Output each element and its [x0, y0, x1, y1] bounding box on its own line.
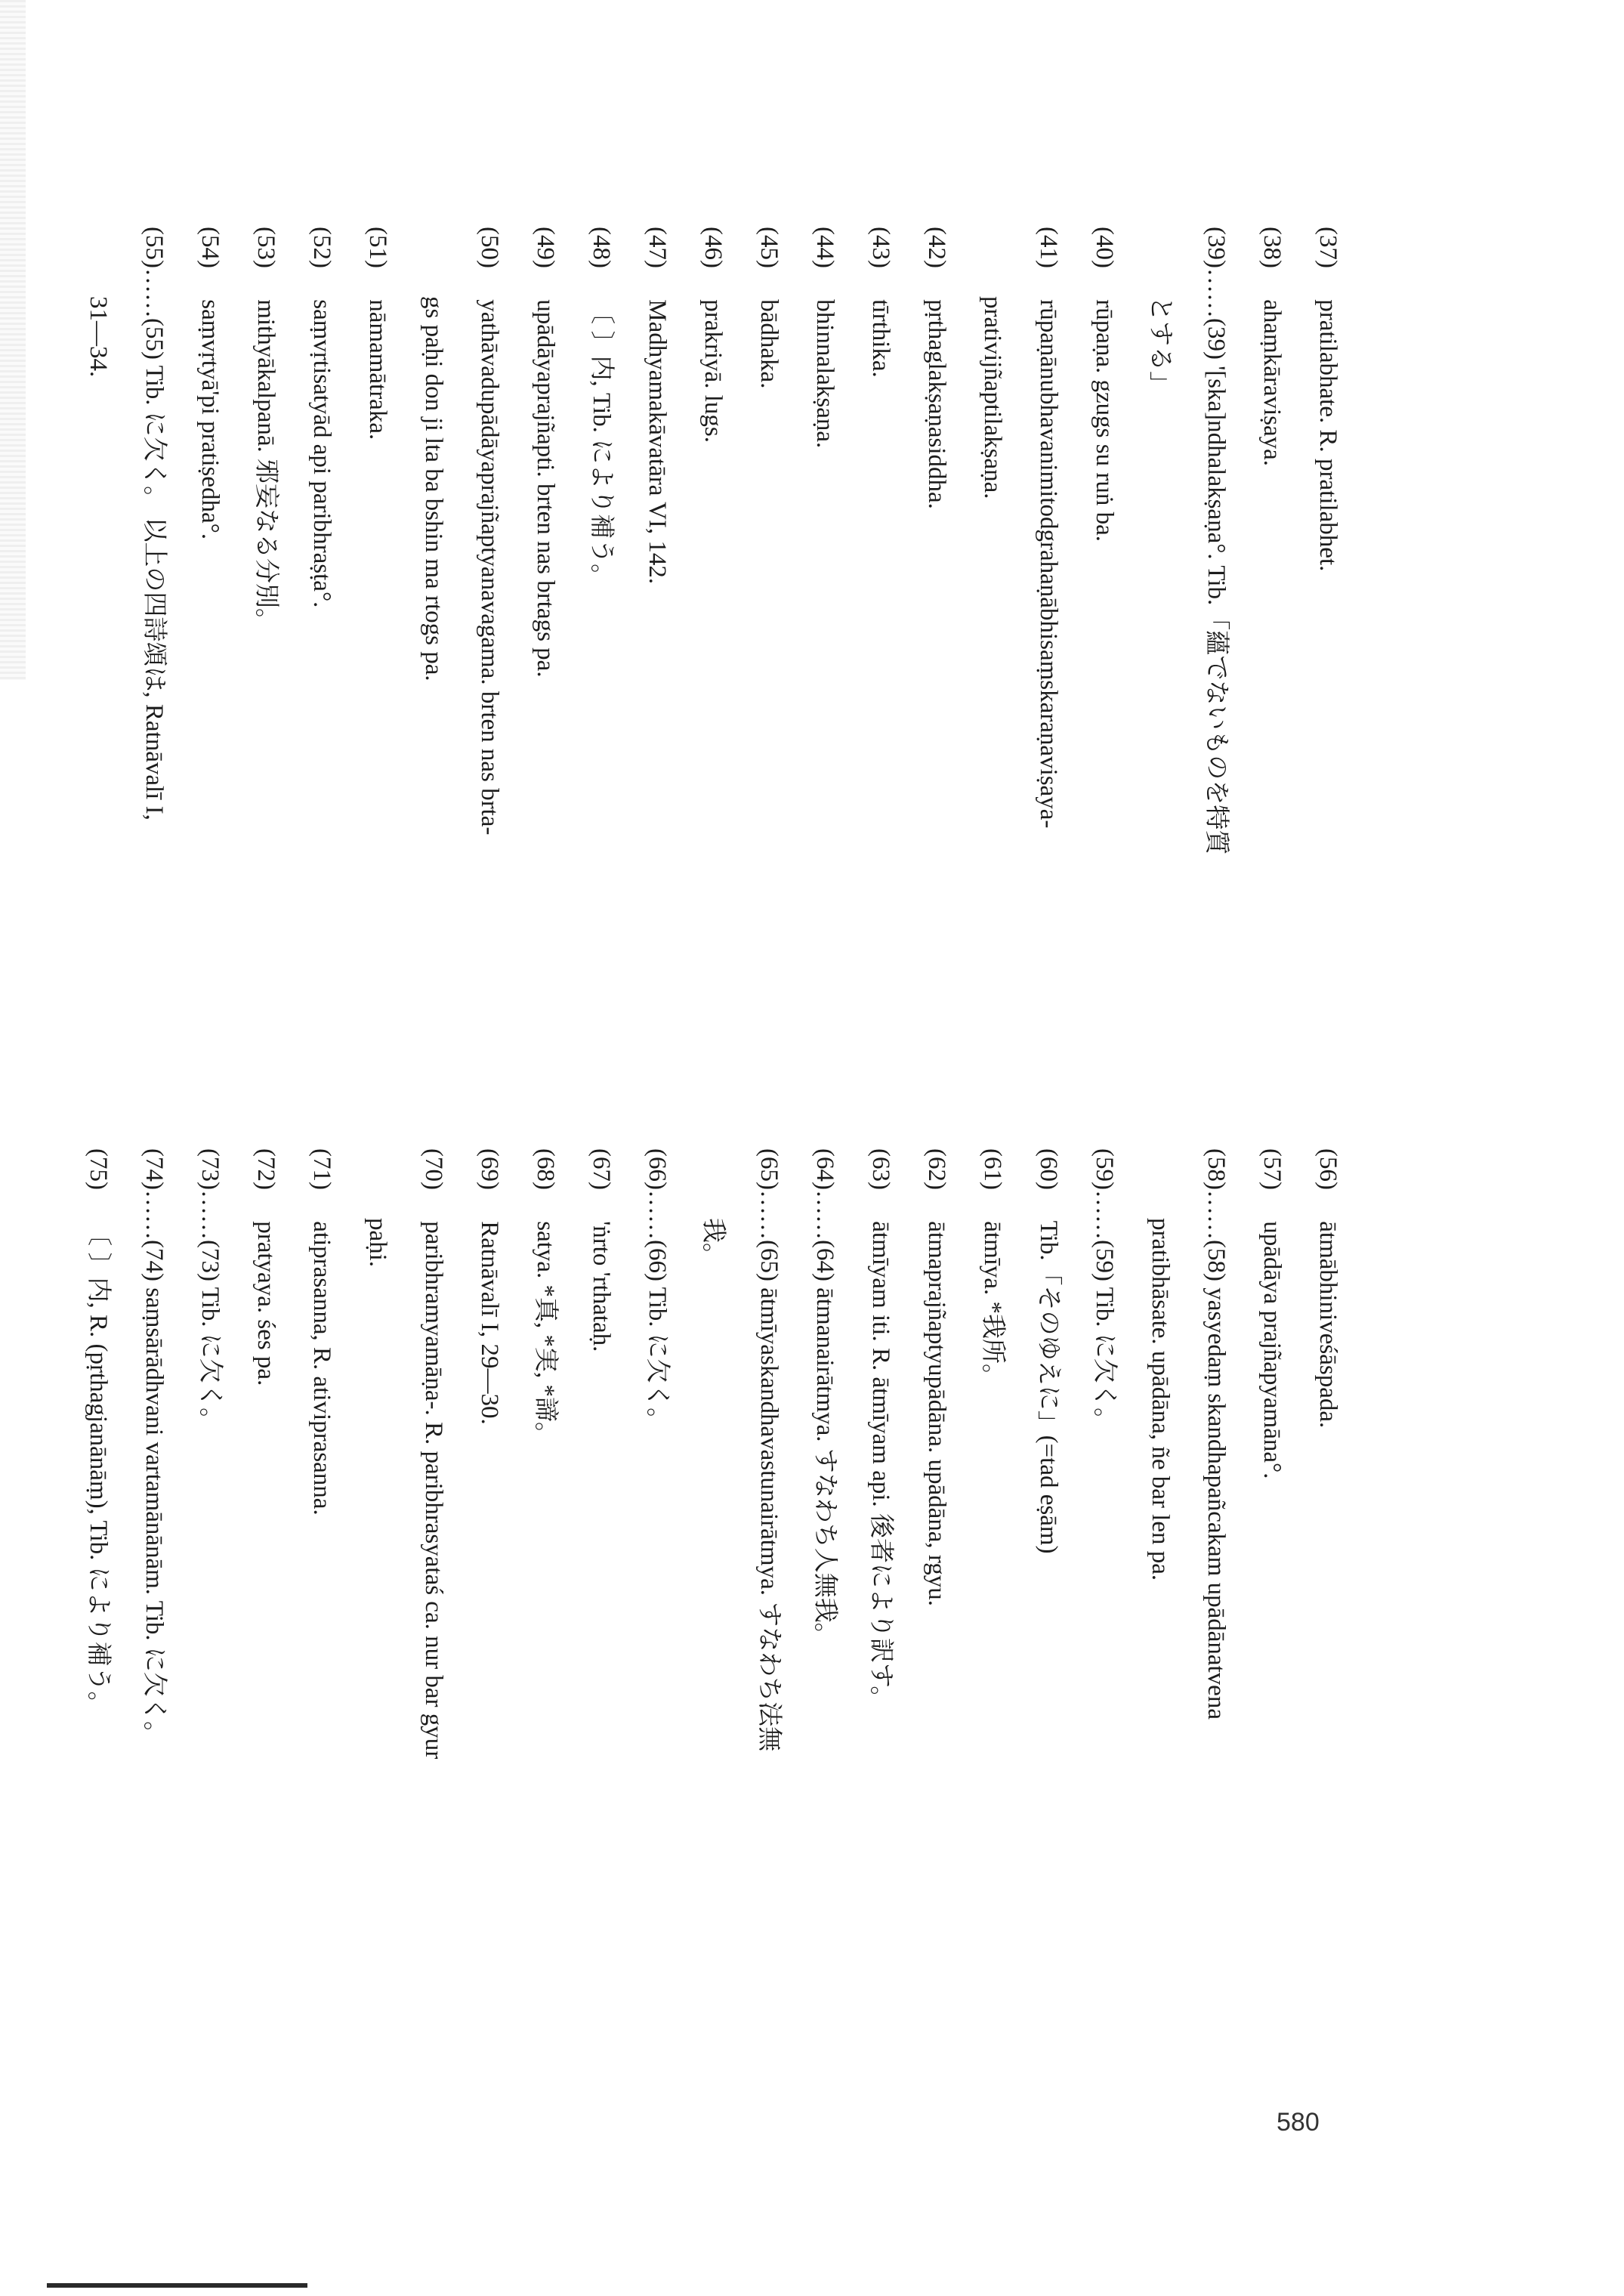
footnote-entry [182, 227, 238, 1080]
footnote-number: (67) [588, 1148, 615, 1190]
footnote-text: Tib. に欠く。 [644, 1287, 671, 1433]
footnote-number: (42) [923, 227, 950, 268]
footnote-entry [350, 227, 406, 1080]
page-number: 580 [1277, 2108, 1320, 2137]
footnote-text: ātmīyaskandhavastunairātmya. すなわち法無 [755, 1287, 783, 1752]
footnote-number: (51) [364, 227, 391, 268]
footnote-text: ātmanairātmya. すなわち人無我。 [811, 1287, 838, 1648]
footer-rule [47, 2283, 307, 2288]
footnote-number: (55)……(55) [140, 227, 168, 360]
footnote-entry [1188, 1148, 1244, 2002]
footnote-number: (72) [252, 1148, 279, 1190]
footnote-number: (40) [1091, 227, 1118, 268]
footnote-entry [1244, 1148, 1300, 2002]
footnote-entry [853, 1148, 909, 2002]
footnote-entry [741, 1148, 797, 2002]
footnote-text: ātmīya. *我所。 [979, 1221, 1006, 1389]
footnote-text: とする」 [1147, 296, 1174, 396]
footnote-entry [238, 1148, 294, 2002]
footnote-entry [797, 227, 853, 1080]
footnote-text: 31—34. [85, 296, 112, 378]
footnote-continuation [685, 1148, 741, 2002]
footnote-entry [741, 227, 797, 1080]
footnote-number: (75) [85, 1148, 112, 1190]
footnote-number: (46) [699, 227, 727, 268]
footnote-entry [1244, 227, 1300, 1080]
footnote-text: ātmaprajñaptyupādāna. upādāna, rgyu. [923, 1221, 950, 1607]
footnote-number: (74)……(74) [140, 1148, 168, 1281]
footnote-text: Madhyamakāvatāra VI, 142. [644, 299, 671, 585]
footnote-text: 我。 [699, 1218, 727, 1268]
footnote-text: pratibhāsate. upādāna, ñe bar len pa. [1147, 1218, 1174, 1581]
footnote-text: Tib. に欠く。 以上の四詩頌は, Ratnāvalī I, [140, 365, 168, 820]
footnote-text: atiprasanna, R. ativiprasanna. [308, 1221, 335, 1516]
footnote-number: (62) [923, 1148, 950, 1190]
footnote-number: (71) [308, 1148, 335, 1190]
footnote-entry [462, 1148, 517, 2002]
footnote-text: paribhramyamāṇa-. R. paribhrasyataś ca. nur bar gyur [420, 1221, 447, 1760]
footnote-text: Tib.「そのゆえに」(=tad eṣām) [1035, 1220, 1062, 1554]
footnote-number: (69) [476, 1148, 503, 1190]
footnote-text: satya. *真, *実, *諦。 [532, 1221, 559, 1448]
footnote-entry [294, 1148, 350, 2002]
footnote-continuation [1132, 1148, 1188, 2002]
footnote-number: (58)……(58) [1203, 1148, 1230, 1281]
footnote-text: bhinnalakṣaṇa. [811, 299, 838, 449]
footnote-text: pṛthaglakṣaṇasiddha. [923, 299, 950, 509]
footnote-number: (70) [420, 1148, 447, 1190]
footnote-number: (68) [532, 1148, 559, 1190]
footnote-entry [853, 227, 909, 1080]
footnote-text: yasyedaṃ skandhapañcakam upādānatvena [1203, 1287, 1230, 1720]
footnote-text: yathāvadupādāyaprajñaptyanavagama. brten nas brta- [476, 299, 503, 836]
footnote-entry [573, 227, 629, 1080]
footnote-number: (50) [476, 227, 503, 268]
notes-column-left [70, 227, 1356, 1080]
footnote-text: tīrthika. [867, 299, 894, 378]
footnote-text: rūpaṇa. gzugs su ruṅ ba. [1091, 299, 1118, 542]
footnote-text: pratilabhate. R. pratilabhet. [1314, 299, 1341, 572]
footnote-number: (57) [1258, 1148, 1286, 1190]
footnote-text: 〔 〕内, R. (pṛthagjanānāṃ), Tib. により補う。 [85, 1221, 112, 1717]
footnote-entry [629, 227, 685, 1080]
footnote-text: upādāyaprajñapti. brten nas brtags pa. [532, 299, 559, 678]
footnote-entry [517, 227, 573, 1080]
footnote-number: (61) [979, 1148, 1006, 1190]
footnote-entry [294, 227, 350, 1080]
footnote-continuation [406, 227, 462, 1080]
footnote-entry [909, 1148, 965, 2002]
footnote-text: ātmābhiniveśāspada. [1314, 1221, 1341, 1429]
footnote-text: saṃvṛtyā'pi pratiṣedha°. [196, 299, 224, 540]
footnote-text: upādāya prajñapyamāna°. [1258, 1221, 1286, 1479]
footnote-text: saṃsārādhvani vartamānānām. Tib. に欠く。 [140, 1287, 168, 1747]
footnote-entry [126, 1148, 182, 2002]
footnote-text: rūpaṇānubhavanimitodgrahaṇābhisaṃskaraṇaviṣaya- [1035, 299, 1062, 829]
footnote-number: (53) [252, 227, 279, 268]
footnote-entry [909, 227, 965, 1080]
footnote-entry [1076, 227, 1132, 1080]
footnote-entry [685, 227, 741, 1080]
footnote-number: (39)……(39) [1203, 227, 1230, 360]
footnote-entry [70, 1148, 126, 2002]
footnote-number: (44) [811, 227, 838, 268]
footnote-text: '[ska]ndhalakṣaṇa°. Tib.「蘊でないものを特質 [1203, 366, 1230, 855]
footnote-entry [1076, 1148, 1132, 2002]
footnote-continuation [350, 1148, 406, 2002]
footnote-number: (48) [588, 227, 615, 268]
footnote-text: nāmamātraka. [364, 299, 391, 440]
footnote-entry [406, 1148, 462, 2002]
footnote-number: (38) [1258, 227, 1286, 268]
footnote-text: 〔 〕内, Tib. により補う。 [588, 299, 615, 589]
footnote-entry [1188, 227, 1244, 1080]
footnote-number: (64)……(64) [811, 1148, 838, 1281]
footnote-entry [1300, 1148, 1356, 2002]
footnote-number: (49) [532, 227, 559, 268]
footnote-text: paḥi. [364, 1218, 391, 1268]
footnote-number: (45) [755, 227, 783, 268]
footnote-continuation [1132, 227, 1188, 1080]
footnote-number: (66)……(66) [644, 1148, 671, 1281]
footnote-number: (56) [1314, 1148, 1341, 1190]
footnote-text: Ratnāvalī I, 29—30. [476, 1221, 503, 1425]
footnote-number: (65)……(65) [755, 1148, 783, 1281]
footnote-entry [797, 1148, 853, 2002]
rotated-text-block [19, 227, 1356, 2002]
footnote-entry [965, 1148, 1020, 2002]
footnote-continuation [965, 227, 1020, 1080]
footnote-number: (47) [644, 227, 671, 268]
footnote-text: saṃvṛtisatyād api paribhraṣṭa°. [308, 299, 335, 608]
footnote-text: gs paḥi don ji lta ba bshin ma rtogs pa. [420, 296, 447, 681]
footnote-text: Tib. に欠く。 [1091, 1287, 1118, 1433]
footnote-entry [462, 227, 517, 1080]
footnote-text: prativijñaptilakṣaṇa. [979, 296, 1006, 499]
footnote-entry [126, 227, 182, 1080]
footnote-entry [629, 1148, 685, 2002]
footnote-continuation [70, 227, 126, 1080]
footnote-number: (63) [867, 1148, 894, 1190]
footnote-text: Tib. に欠く。 [196, 1287, 224, 1433]
footnote-text: mithyākalpanā. 邪妄なる分別。 [252, 299, 279, 634]
footnote-text: ahaṃkāraviṣaya. [1258, 299, 1286, 467]
footnote-entry [1300, 227, 1356, 1080]
footnote-number: (60) [1035, 1148, 1062, 1190]
footnote-text: ātmīyam iti. R. ātmīyam api. 後者により訳す。 [867, 1221, 894, 1711]
footnote-number: (73)……(73) [196, 1148, 224, 1281]
footnote-number: (41) [1035, 227, 1062, 268]
footnote-entry [238, 227, 294, 1080]
footnote-number: (43) [867, 227, 894, 268]
footnote-entry [182, 1148, 238, 2002]
notes-column-right [70, 1148, 1356, 2002]
footnote-number: (37) [1314, 227, 1341, 268]
footnote-text: bādhaka. [755, 299, 783, 389]
footnote-entry [573, 1148, 629, 2002]
footnote-number: (52) [308, 227, 335, 268]
footnote-number: (59)……(59) [1091, 1148, 1118, 1281]
footnote-text: prakriyā. lugs. [699, 299, 727, 443]
footnote-number: (54) [196, 227, 224, 268]
footnote-entry [1020, 227, 1076, 1080]
footnote-entry [1020, 1148, 1076, 2002]
footnote-text: 'ṅrto 'rthataḥ. [588, 1221, 615, 1352]
footnote-text: pratyaya. śes pa. [252, 1221, 279, 1386]
footnote-entry [517, 1148, 573, 2002]
